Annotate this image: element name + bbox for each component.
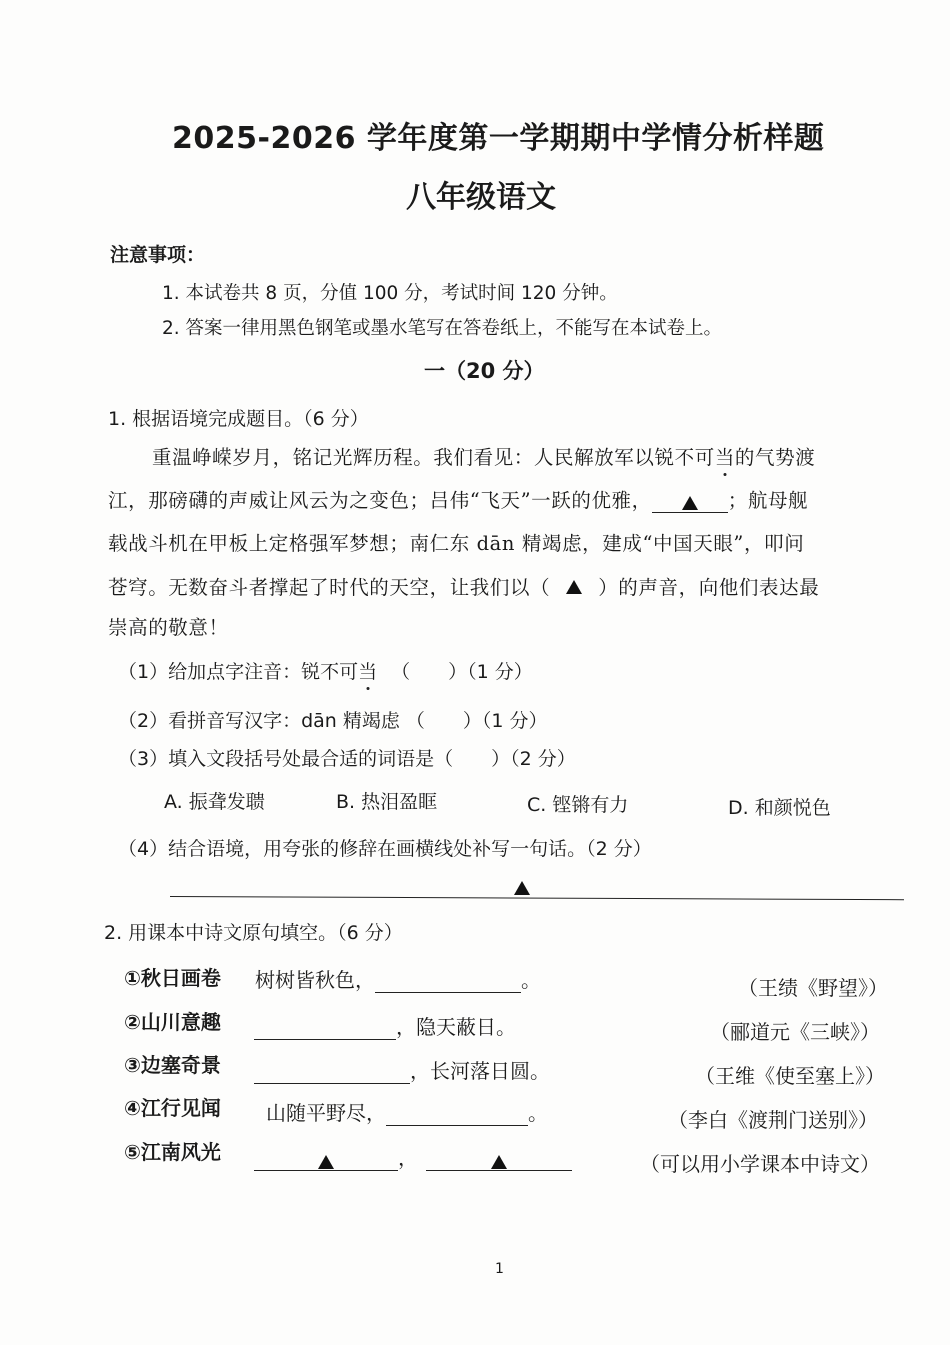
q1-para-line-2: 江，那磅礴的声威让风云为之变色；吕伟“飞天”一跃的优雅， ；航母舰 <box>108 489 809 512</box>
answer-line[interactable] <box>170 896 904 900</box>
q1-sub-2: （2）看拼音写汉字：dān 精竭虑 （ ）（1 分） <box>118 710 548 732</box>
triangle-marker-icon <box>682 496 698 510</box>
answer-blank[interactable] <box>254 1063 410 1084</box>
q1-para-line-5: 崇高的敬意！ <box>108 616 229 639</box>
q1-sub-1: （1）给加点字注音：锐不可当 （ ）（1 分） <box>118 661 533 683</box>
poem-line-4: 山随平野尽， 。 <box>266 1101 548 1125</box>
exam-subtitle: 八年级语文 <box>406 180 556 215</box>
answer-blank[interactable] <box>386 1105 528 1126</box>
q1-para-line-3: 载战斗机在甲板上定格强军梦想；南仁东 dān 精竭虑，建成“中国天眼”，叩问 <box>108 532 805 555</box>
option-b[interactable]: B. 热泪盈眶 <box>336 791 438 813</box>
poem-source-1: （王绩《野望》） <box>738 976 888 1000</box>
q2-stem: 2. 用课本中诗文原句填空。（6 分） <box>104 922 403 944</box>
notice-item-1: 1. 本试卷共 8 页，分值 100 分，考试时间 120 分钟。 <box>162 283 618 304</box>
poem-source-4: （李白《渡荆门送别》） <box>668 1108 878 1132</box>
poem-line-5: ， <box>254 1142 572 1171</box>
poem-line-2: ，隐天蔽日。 <box>254 1011 516 1040</box>
poem-label-3: ③边塞奇景 <box>124 1053 221 1077</box>
poem-label-4: ④江行见闻 <box>124 1096 221 1120</box>
answer-blank[interactable] <box>652 492 728 513</box>
q1-sub-3: （3）填入文段括号处最合适的词语是（ ）（2 分） <box>118 748 576 770</box>
poem-label-2: ②山川意趣 <box>124 1010 221 1034</box>
option-c[interactable]: C. 铿锵有力 <box>527 794 629 816</box>
dotted-char: 当 <box>358 661 378 683</box>
answer-blank[interactable] <box>426 1150 572 1171</box>
option-d[interactable]: D. 和颜悦色 <box>728 797 831 819</box>
page-number: 1 <box>495 1261 504 1277</box>
poem-source-2: （郦道元《三峡》） <box>710 1020 880 1044</box>
poem-line-3: ，长河落日圆。 <box>254 1055 550 1084</box>
q1-sub-4: （4）结合语境，用夸张的修辞在画横线处补写一句话。（2 分） <box>118 838 652 860</box>
poem-source-3: （王维《使至塞上》） <box>695 1064 885 1088</box>
dotted-char: 当 <box>714 446 735 469</box>
q1-para-line-1: 重温峥嵘岁月，铭记光辉历程。我们看见：人民解放军以锐不可当的气势渡 <box>152 446 816 469</box>
poem-source-5: （可以用小学课本中诗文） <box>640 1152 880 1176</box>
triangle-marker-icon <box>566 580 582 594</box>
poem-label-1: ①秋日画卷 <box>124 966 221 990</box>
poem-label-5: ⑤江南风光 <box>124 1140 221 1164</box>
triangle-marker-icon <box>318 1155 334 1169</box>
notice-heading: 注意事项： <box>110 244 206 266</box>
answer-blank[interactable] <box>254 1019 396 1040</box>
answer-paren[interactable] <box>550 576 598 599</box>
notice-item-2: 2. 答案一律用黑色钢笔或墨水笔写在答卷纸上，不能写在本试卷上。 <box>162 318 723 339</box>
exam-title: 2025-2026 学年度第一学期期中学情分析样题 <box>172 121 825 156</box>
triangle-marker-icon <box>491 1155 507 1169</box>
option-a[interactable]: A. 振聋发聩 <box>164 791 265 813</box>
answer-blank[interactable] <box>375 972 521 993</box>
triangle-marker-icon <box>514 880 530 899</box>
poem-line-1: 树树皆秋色， 。 <box>255 968 541 992</box>
answer-blank[interactable] <box>254 1150 398 1171</box>
q1-stem: 1. 根据语境完成题目。（6 分） <box>108 408 369 430</box>
q1-para-line-4: 苍穹。无数奋斗者撑起了时代的天空，让我们以（ ）的声音，向他们表达最 <box>108 576 820 599</box>
section-heading: 一（20 分） <box>424 359 545 383</box>
